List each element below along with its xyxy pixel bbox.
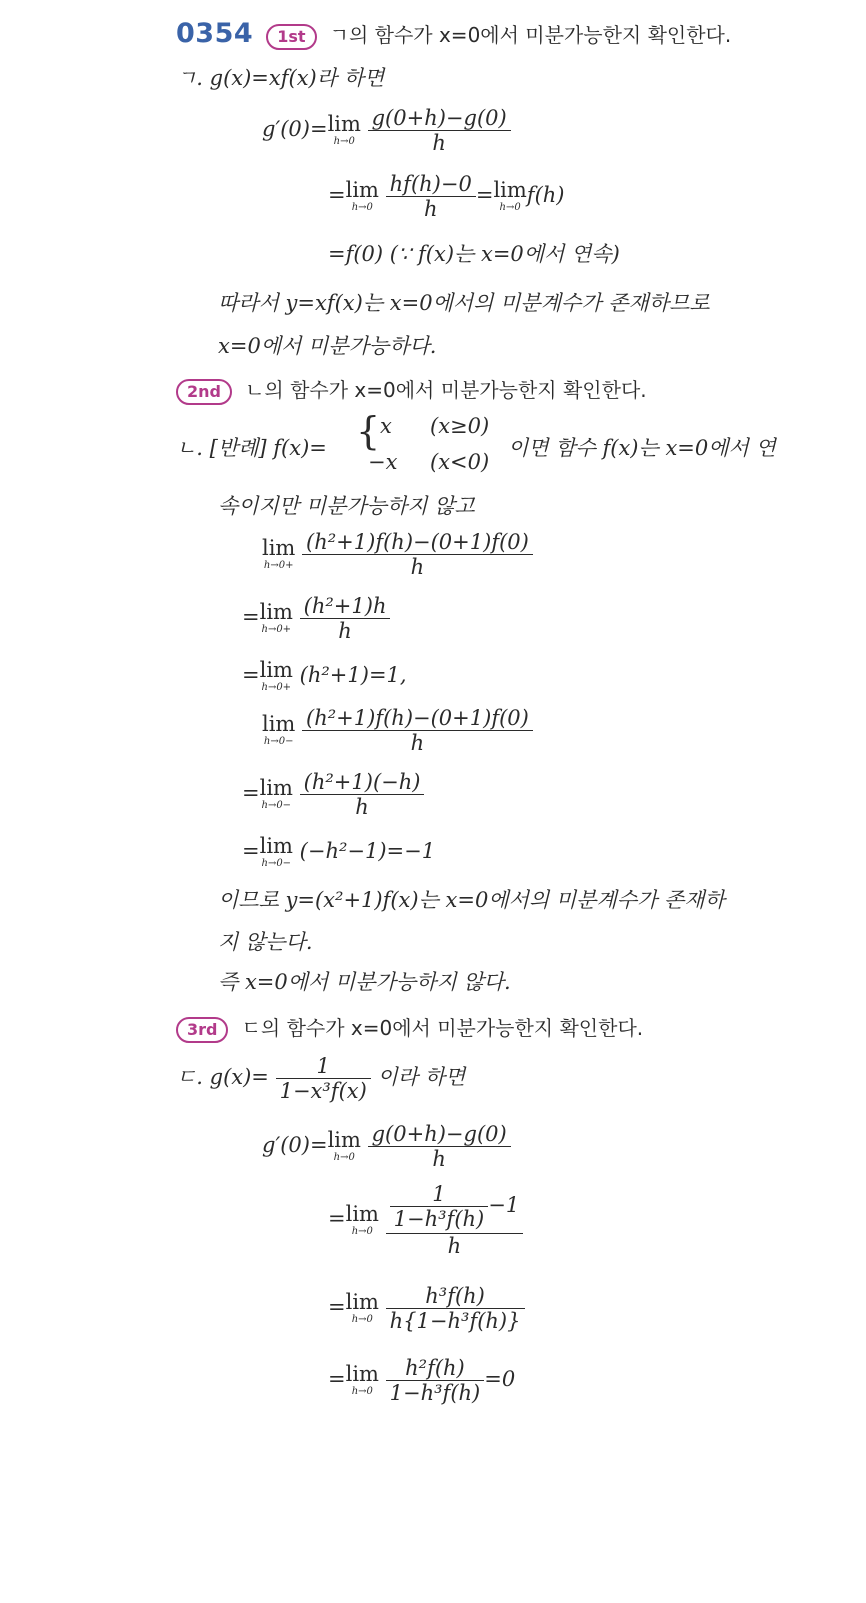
step2-badge: 2nd [176, 379, 232, 405]
part-b-conclusion2: 지 않는다. [218, 930, 313, 954]
compound-fraction: $\frac{1}{\text{1−h³f(h)}}$ −1 h [386, 1182, 524, 1258]
lim-operator: lim h→0+ [259, 600, 293, 635]
left-limit-line2: =lim h→0− $\frac{\text{(h²+1)(−h)}}{h}$ [242, 770, 424, 819]
step1-text: ㄱ의 함수가 x=0에서 미분가능한지 확인한다. [329, 23, 732, 47]
left-limit-line3: =lim h→0− (−h²−1)=−1 [242, 834, 436, 869]
lim-operator: lim h→0 [327, 1128, 361, 1163]
step2-text: ㄴ의 함수가 x=0에서 미분가능한지 확인한다. [245, 378, 647, 402]
case1-expr: x [380, 414, 392, 438]
part-b-label: ㄴ. [반례] f(x)= [176, 436, 327, 460]
part-c-line3: =lim h→0 $\frac{\text{h³f(h)}}{\text{h\{1−h³f(h)\}}}$ [328, 1284, 525, 1333]
lim-operator: lim h→0 [345, 1362, 379, 1397]
step3-badge: 3rd [176, 1017, 228, 1043]
problem-header [176, 18, 731, 50]
part-a-line2: =lim h→0 $\frac{hf(h)-0}{h}$ =lim h→0 f(h) [328, 172, 565, 221]
part-a-intro: ㄱ. g(x)=xf(x)라 하면 [176, 66, 385, 90]
problem-number: 0354 [176, 18, 254, 49]
brace: { [356, 409, 381, 453]
part-a-conclusion1: 따라서 y=xf(x)는 x=0에서의 미분계수가 존재하므로 [218, 291, 710, 315]
right-limit-line1: lim h→0+ $\frac{\text{(h²+1)f(h)−(0+1)f(0)}}{h}$ [262, 530, 533, 579]
part-b-cont: 속이지만 미분가능하지 않고 [218, 494, 475, 518]
lim-operator: lim h→0− [262, 712, 296, 747]
part-c-def: ㄷ. g(x)= $\frac{1}{\text{1−x³f(x)}}$ 이라 하면 [176, 1054, 466, 1103]
lim-operator: lim h→0− [259, 776, 293, 811]
part-a-line3: =f(0) (∵ f(x)는 x=0에서 연속) [328, 242, 620, 266]
part-c-def-fraction: $\frac{1}{\text{1−x³f(x)}}$ [276, 1054, 371, 1103]
part-c-label: ㄷ. g(x)= [176, 1065, 269, 1089]
case2-expr: −x [368, 450, 398, 474]
part-a-conclusion2: x=0에서 미분가능하다. [218, 334, 437, 358]
left-limit-line1: lim h→0− $\frac{\text{(h²+1)f(h)−(0+1)f(0)}}{h}$ [262, 706, 533, 755]
step3-text: ㄷ의 함수가 x=0에서 미분가능한지 확인한다. [241, 1016, 644, 1040]
part-b-conclusion3: 즉 x=0에서 미분가능하지 않다. [218, 970, 511, 994]
part-a-line1-lhs: g′(0)= [262, 117, 328, 141]
step2-header [176, 374, 647, 405]
part-c-line1: g′(0)=lim h→0 $\frac{g(0+h)-g(0)}{h}$ [262, 1122, 511, 1171]
lim-operator: lim h→0+ [262, 536, 296, 571]
part-c-line2: =lim h→0 $\frac{1}{\text{1−h³f(h)}}$ −1 h [328, 1182, 523, 1258]
step3-header [176, 1012, 643, 1043]
lim-operator: lim h→0 [345, 1290, 379, 1325]
lim-operator: lim h→0− [259, 834, 293, 869]
lim-operator: lim h→0 [345, 178, 379, 213]
right-limit-line3: =lim h→0+ (h²+1)=1, [242, 658, 407, 693]
step1-badge: 1st [266, 24, 316, 50]
part-b-after-cases: 이면 함수 f(x)는 x=0에서 연 [508, 436, 776, 460]
case2-cond: (x<0) [430, 450, 490, 474]
lim-operator: lim h→0 [493, 178, 527, 213]
part-a-line1-fraction: $\frac{g(0+h)-g(0)}{h}$ [368, 106, 511, 155]
part-b-conclusion1: 이므로 y=(x²+1)f(x)는 x=0에서의 미분계수가 존재하 [218, 888, 725, 912]
part-a-line2-fraction: $\frac{hf(h)-0}{h}$ [386, 172, 476, 221]
part-c-line4: =lim h→0 $\frac{\text{h²f(h)}}{\text{1−h³f(h)}}$ =0 [328, 1356, 516, 1405]
lim-operator: lim h→0 [345, 1201, 379, 1237]
lim-operator: lim h→0 [327, 112, 361, 147]
lim-operator: lim h→0+ [259, 658, 293, 693]
part-a-line1 [262, 106, 511, 155]
case1-cond: (x≥0) [430, 414, 490, 438]
right-limit-line2: =lim h→0+ $\frac{\text{(h²+1)h}}{h}$ [242, 594, 390, 643]
